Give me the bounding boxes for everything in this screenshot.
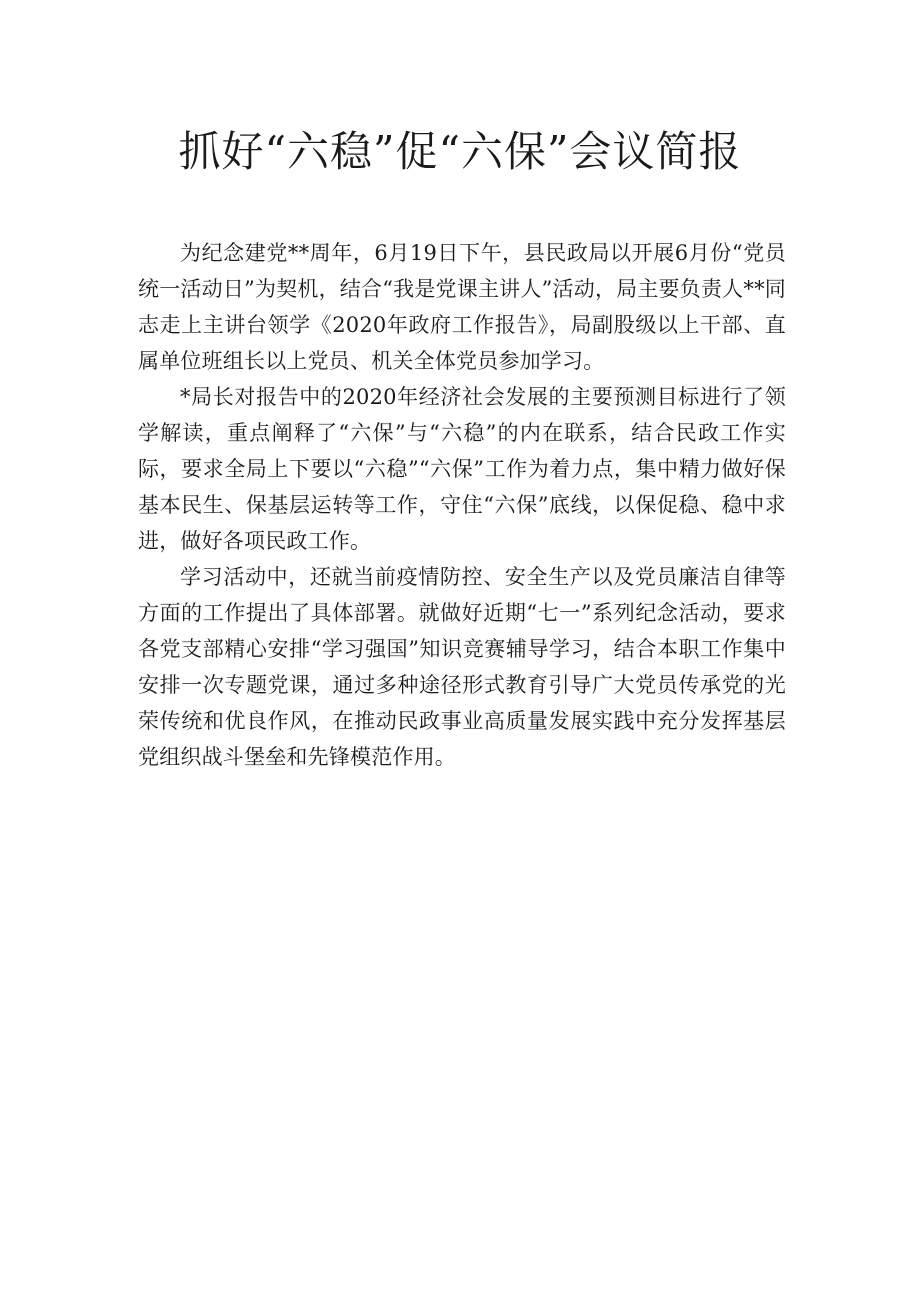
paragraph-2: *局长对报告中的2020年经济社会发展的主要预测目标进行了领学解读，重点阐释了“六保”与“六稳”的内在联系，结合民政工作实际，要求全局上下要以“六稳”“六保”工作为着力点，集中精力做好保基本民生、保基层运转等工作，守住“六保”底线，以保促稳、稳中求进，做好各项民政工作。 <box>138 385 786 553</box>
document-title: 抓好“六稳”促“六保”会议简报 <box>178 127 742 176</box>
paragraph-1: 为纪念建党**周年，6月19日下午，县民政局以开展6月份“党员统一活动日”为契机，结合“我是党课主讲人”活动，局主要负责人**同志走上主讲台领学《2020年政府工作报告》，局副股级以上干部、直属单位班组长以上党员、机关全体党员参加学习。 <box>138 241 786 373</box>
paragraph-3: 学习活动中，还就当前疫情防控、安全生产以及党员廉洁自律等方面的工作提出了具体部署。就做好近期“七一”系列纪念活动，要求各党支部精心安排“学习强国”知识竞赛辅导学习，结合本职工作集中安排一次专题党课，通过多种途径形式教育引导广大党员传承党的光荣传统和优良作风，在推动民政事业高质量发展实践中充分发挥基层党组织战斗堡垒和先锋模范作用。 <box>138 565 786 769</box>
document-body <box>138 235 786 775</box>
